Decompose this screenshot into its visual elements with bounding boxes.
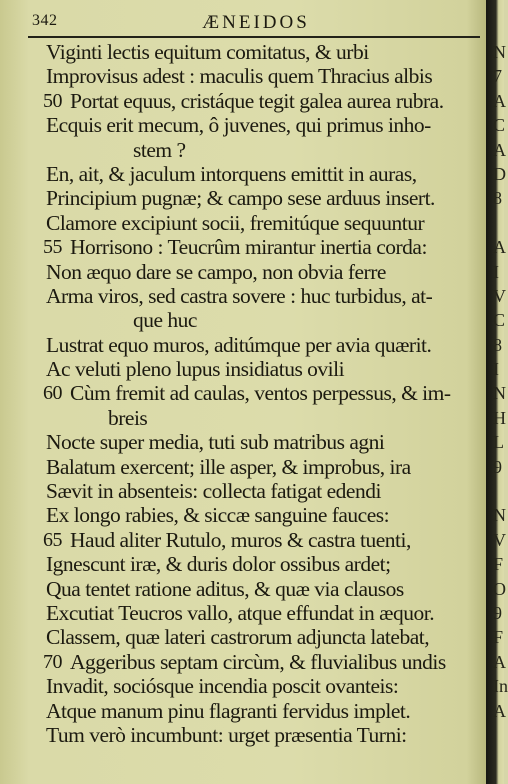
facing-page-letter: 9 [493,602,502,623]
facing-page-letter: N [493,383,506,404]
verse-line-text: Balatum exercent; ille asper, & improbus, ira [46,454,411,479]
line-number: 50 [43,89,62,112]
verse-line [0,430,486,454]
facing-page-letter: A [493,700,506,721]
verse-line-text: Ex longo rabies, & siccæ sanguine fauces: [46,503,390,528]
facing-page-letter: V [493,285,506,306]
facing-page-letter: A [493,139,506,160]
verse-line-text: Clamore excipiunt socii, fremitúque sequuntur [46,210,425,235]
verse-line [0,333,486,357]
verse-line [0,138,486,162]
facing-page-letter: H [493,407,506,428]
facing-page-letter: F [493,554,504,575]
verse-line-text: Viginti lectis equitum comitatus, & urbi [46,40,369,64]
verse-line-text: Lustrat equo muros, aditúmque per avia quærit. [46,332,432,357]
facing-page-letter [493,479,505,503]
verse-line [0,455,486,479]
running-title: ÆNEIDOS [202,12,310,33]
facing-page-letter: V [493,529,506,550]
facing-page-letter [493,211,505,235]
facing-page-letter: 7 [493,66,502,87]
line-number: 60 [43,382,62,405]
facing-page-letter: 8 [493,334,502,355]
facing-page-edge [493,40,508,747]
line-number: 70 [43,650,62,673]
verse-line [0,552,486,576]
verse-line-text: Aggeribus septam circùm, & fluvialibus undis [70,649,446,674]
verse-line [0,699,486,723]
verse-line [0,162,486,186]
verse-line-text: Ignescunt iræ, & duris dolor ossibus ardet; [46,552,391,577]
verse-line [0,260,486,284]
facing-page-letter: 9 [493,456,502,477]
verse-line-text: Atque manum pinu flagranti fervidus implet. [46,698,411,723]
verse-line [0,113,486,137]
verse-line [0,406,486,430]
verse-line-text: que huc [133,308,197,333]
verse-line-text: Nocte super media, tuti sub matribus agni [46,430,385,455]
verse-line [0,64,486,88]
verse-text [0,40,486,747]
verse-line [0,601,486,625]
verse-line-text: Cùm fremit ad caulas, ventos perpessus, & im- [70,381,451,406]
verse-line-text: Non æquo dare se campo, non obvia ferre [46,259,386,284]
facing-page-letter: A [493,651,506,672]
verse-line-text: Sævit in absenteis: collecta fatigat edendi [46,479,381,504]
verse-line-text: Ac veluti pleno lupus insidiatus ovili [46,357,345,382]
facing-page-letter: A [493,90,506,111]
line-number: 55 [43,236,62,259]
page-number: 342 [32,12,58,29]
verse-line-text: Horrisono : Teucrûm mirantur inertia corda: [70,235,427,260]
verse-line-text: Portat equus, cristáque tegit galea aurea rubra. [70,88,444,113]
verse-line [0,650,486,674]
verse-line [0,211,486,235]
verse-line [0,186,486,210]
facing-page-letter: N [493,505,506,526]
verse-line-text: breis [108,405,148,430]
verse-line [0,284,486,308]
verse-line-text: Classem, quæ lateri castrorum adjuncta latebat, [46,625,430,650]
verse-line-text: Ecquis erit mecum, ô juvenes, qui primus inho- [46,113,431,138]
verse-line [0,674,486,698]
facing-page-letter: 8 [493,188,502,209]
page-header [32,10,480,34]
verse-line-text: stem ? [133,137,186,162]
verse-line [0,89,486,113]
verse-line [0,235,486,259]
verse-line [0,625,486,649]
facing-page-letter: A [493,237,506,258]
verse-line-text: En, ait, & jaculum intorquens emittit in auras, [46,161,417,186]
facing-page-letter: D [493,163,506,184]
verse-line [0,308,486,332]
header-rule [28,36,480,38]
verse-line-text: Arma viros, sed castra sovere : huc turbidus, at- [46,283,433,308]
verse-line-text: Haud aliter Rutulo, muros & castra tuenti, [70,527,411,552]
facing-page-letter: O [493,578,506,599]
facing-page-letter: In [493,676,508,697]
verse-line-text: Improvisus adest : maculis quem Thracius albis [46,64,433,89]
verse-line [0,40,486,64]
verse-line-text: Excutiat Teucros vallo, atque effundat in æquor. [46,600,435,625]
verse-line [0,381,486,405]
facing-page-letter: C [493,310,506,331]
facing-page-letter: I [493,359,499,380]
verse-line [0,503,486,527]
verse-line [0,528,486,552]
verse-line-text: Tum verò incumbunt: urget præsentia Turni: [46,722,407,747]
line-number: 65 [43,528,62,551]
verse-line [0,723,486,747]
verse-line [0,357,486,381]
facing-page-letter: F [493,627,504,648]
facing-page-letter: C [493,115,506,136]
verse-line-text: Invadit, sociósque incendia poscit ovanteis: [46,674,399,699]
verse-line [0,479,486,503]
verse-line [0,577,486,601]
facing-page-letter: L [493,432,504,453]
verse-line-text: Qua tentet ratione aditus, & quæ via clausos [46,576,404,601]
verse-line-text: Principium pugnæ; & campo sese arduus insert. [46,186,435,211]
facing-page-letter [493,723,505,747]
facing-page-letter: N [493,42,506,62]
facing-page-letter: I [493,261,499,282]
